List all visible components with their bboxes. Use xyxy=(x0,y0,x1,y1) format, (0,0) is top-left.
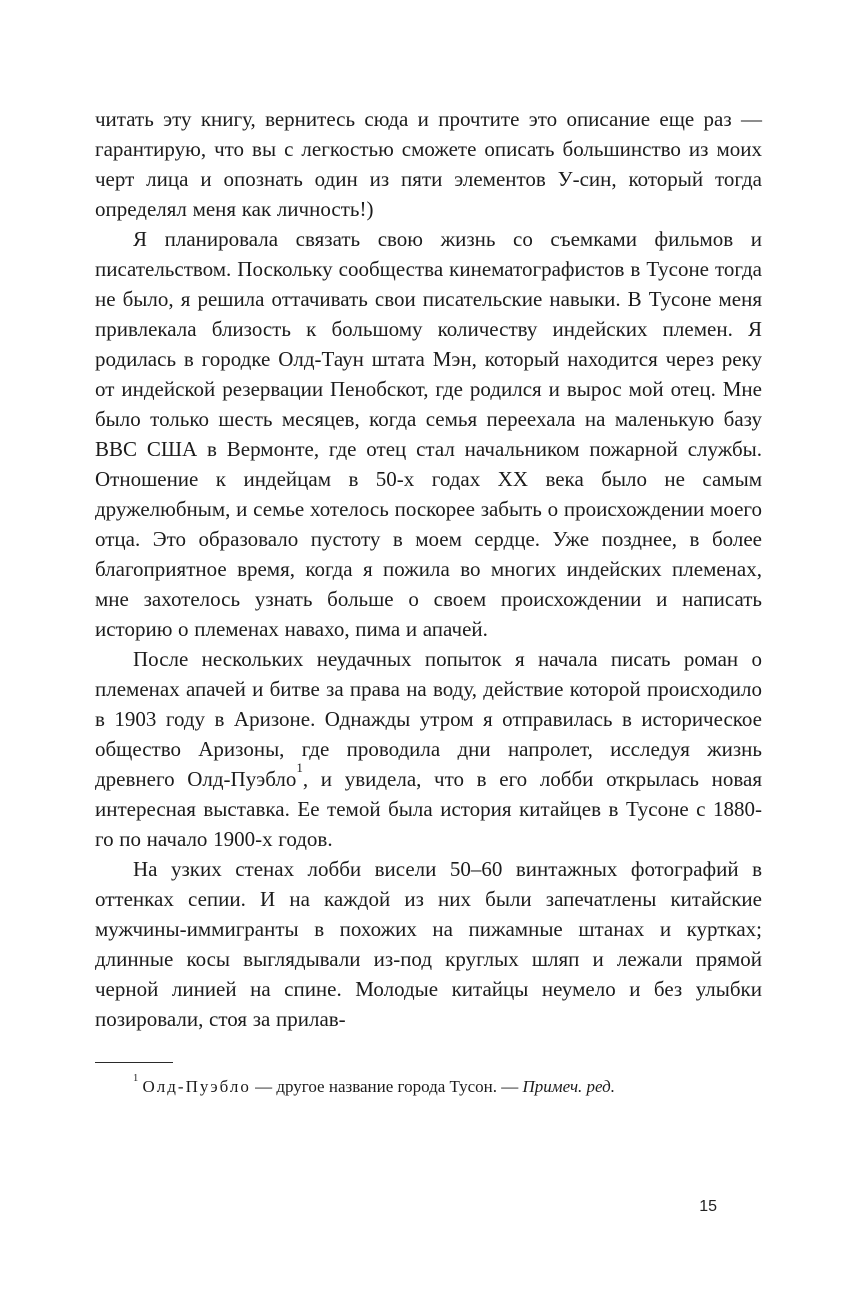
footnote-source: Примеч. ред. xyxy=(522,1077,616,1096)
paragraph: На узких стенах лобби висели 50–60 винтажных фотографий в оттенках сепии. И на каждой из них были запечатлены китайские мужчины-иммигранты в похожих на пижамные штанах и куртках; длинные косы выглядывали из-под круглых шляп и лежали прямой черной линией на спине. Молодые китайцы неумело и без улыбки позировали, стоя за прилав- xyxy=(95,857,762,1031)
footnote xyxy=(95,1072,762,1099)
paragraph-continuation: читать эту книгу, вернитесь сюда и прочтите это описание еще раз — гарантирую, что вы с легкостью сможете описать большинство из моих черт лица и опознать один из пяти элементов У-син, который тогда определял меня как личность!) xyxy=(95,107,762,221)
footnote-text: — другое название города Тусон. — xyxy=(250,1077,523,1096)
footnote-separator-rule xyxy=(95,1062,173,1063)
footnote-term: Олд-Пуэбло xyxy=(142,1077,251,1096)
paragraph-text-after-ref: , и увидела, что в его лобби открылась новая интересная выставка. Ее темой была история китайцев в Тусоне с 1880-го по начало 1900-х годов. xyxy=(95,767,762,851)
footnote-block xyxy=(95,1062,762,1099)
footnote-reference-marker: 1 xyxy=(296,760,303,776)
page-text xyxy=(95,104,762,1099)
paragraph-with-footnote-ref xyxy=(95,644,762,854)
paragraph: Я планировала связать свою жизнь со съемками фильмов и писательством. Поскольку сообщества кинематографистов в Тусоне тогда не было, я решила оттачивать свои писательские навыки. В Тусоне меня привлекала близость к большому количеству индейских племен. Я родилась в городке Олд-Таун штата Мэн, который находится через реку от индейской резервации Пенобскот, где родился и вырос мой отец. Мне было только шесть месяцев, когда семья переехала на маленькую базу ВВС США в Вермонте, где отец стал начальником пожарной службы. Отношение к индейцам в 50-х годах XX века было не самым дружелюбным, и семье хотелось поскорее забыть о происхождении моего отца. Это образовало пустоту в моем сердце. Уже позднее, в более благоприятное время, когда я пожила во многих индейских племенах, мне захотелось узнать больше о своем происхождении и написать историю о племенах навахо, пима и апачей. xyxy=(95,227,762,641)
page-number: 15 xyxy=(699,1198,717,1215)
paragraph-text-before-ref: После нескольких неудачных попыток я начала писать роман о племенах апачей и битве за права на воду, действие которой происходило в 1903 году в Аризоне. Однажды утром я отправилась в историческое общество Аризоны, где проводила дни напролет, исследуя жизнь древнего Олд-Пуэбло xyxy=(95,647,762,791)
footnote-marker: 1 xyxy=(133,1072,139,1084)
